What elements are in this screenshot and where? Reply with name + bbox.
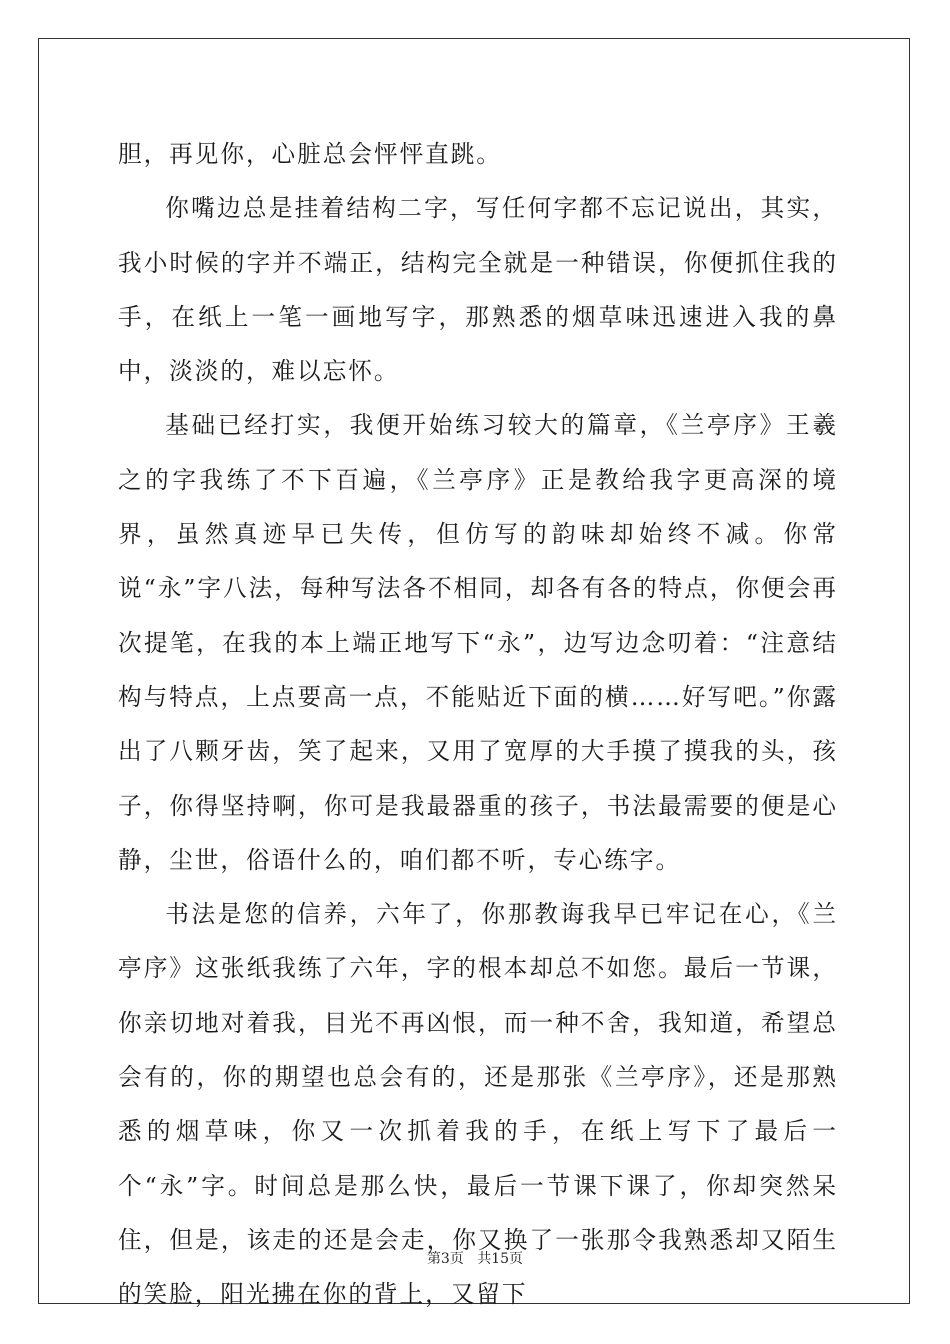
page-total: 共15页 — [477, 1251, 524, 1267]
page-footer — [0, 1248, 950, 1268]
document-body — [118, 127, 838, 1322]
paragraph-3: 基础已经打实，我便开始练习较大的篇章，《兰亭序》王羲之的字我练了不下百遍，《兰亭序》正是教给我字更高深的境界，虽然真迹早已失传，但仿写的韵味却始终不减。你常说“永”字八法，每种写法各不相同，却各有各的特点，你便会再次提笔，在我的本上端正地写下“永”，边写边念叨着：“注意结构与特点，上点要高一点，不能贴近下面的横……好写吧。”你露出了八颗牙齿，笑了起来，又用了宽厚的大手摸了摸我的头，孩子，你得坚持啊，你可是我最器重的孩子，书法最需要的便是心静，尘世，俗语什么的，咱们都不听，专心练字。 — [118, 411, 838, 874]
paragraph-4: 书法是您的信养，六年了，你那教诲我早已牢记在心，《兰亭序》这张纸我练了六年，字的根本却总不如您。最后一节课，你亲切地对着我，目光不再凶恨，而一种不舍，我知道，希望总会有的，你的期望也总会有的，还是那张《兰亭序》，还是那熟悉的烟草味，你又一次抓着我的手，在纸上写下了最后一个“永”字。时间总是那么快，最后一节课下课了，你却突然呆住，但是，该走的还是会走，你又换了一张那令我熟悉却又陌生的笑脸，阳光拂在你的背上，又留下 — [118, 900, 838, 1309]
paragraph-1: 胆，再见你，心脏总会怦怦直跳。 — [118, 140, 502, 168]
page-number: 第3页 — [426, 1251, 464, 1267]
paragraph-2: 你嘴边总是挂着结构二字，写任何字都不忘记说出，其实，我小时候的字并不端正，结构完全就是一种错误，你便抓住我的手，在纸上一笔一画地写字，那熟悉的烟草味迅速进入我的鼻中，淡淡的，难以忘怀。 — [118, 194, 838, 386]
